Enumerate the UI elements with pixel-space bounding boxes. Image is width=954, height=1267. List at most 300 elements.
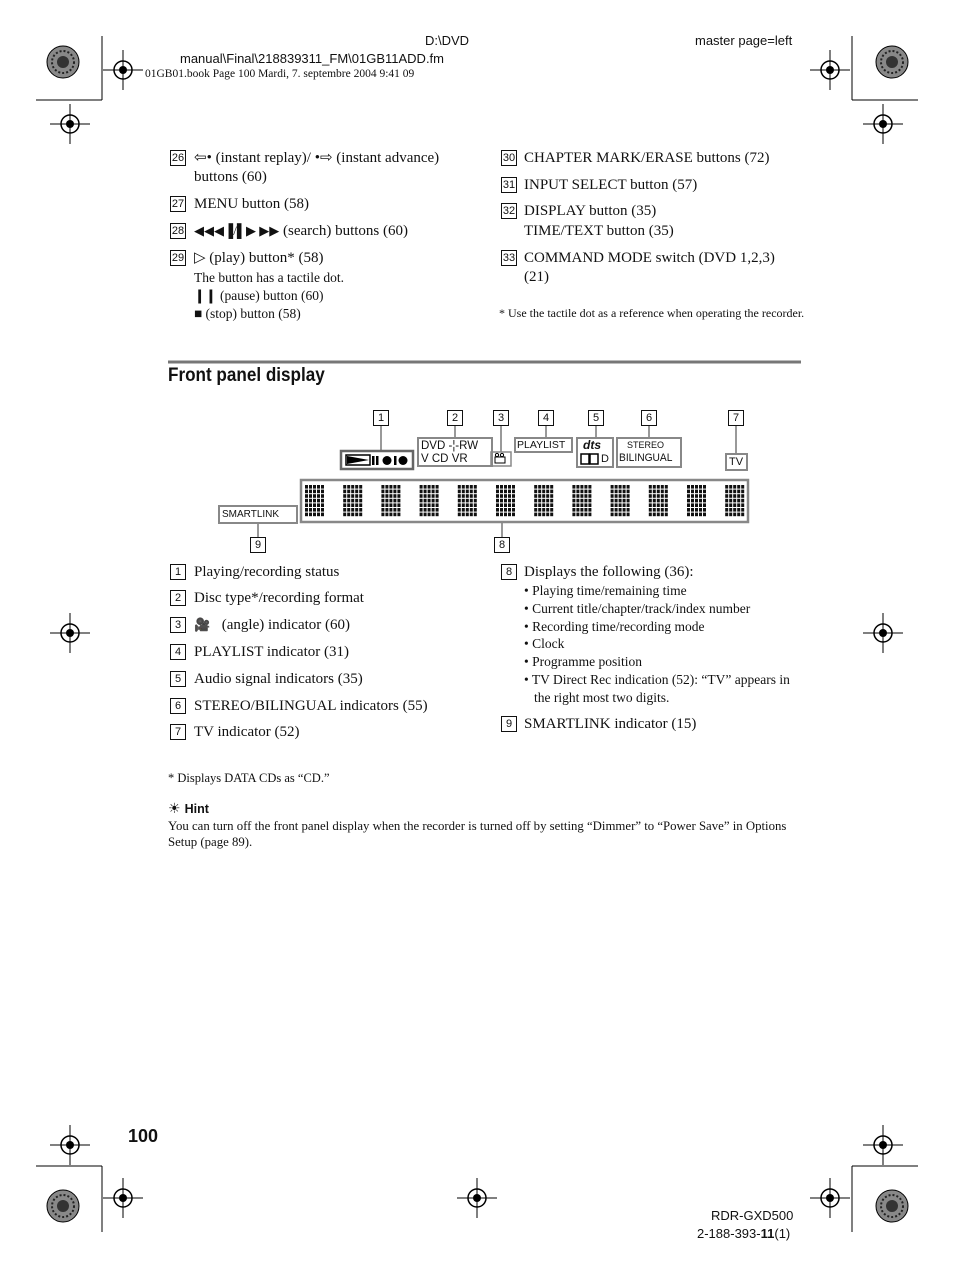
tactile-dot-note: The button has a tactile dot. [194, 270, 344, 285]
matrix-dot [428, 503, 431, 507]
matrix-dot [385, 499, 388, 503]
remote-item-29: ▷ (play) button* (58) [194, 250, 324, 266]
list-item: • Programme position [524, 654, 642, 670]
matrix-dot [385, 490, 388, 494]
matrix-dot [649, 494, 652, 498]
matrix-dot [436, 490, 439, 494]
pause-icon: ❙❙ [194, 288, 217, 303]
matrix-dot [538, 513, 541, 517]
matrix-dot [572, 508, 575, 512]
matrix-dot [623, 499, 626, 503]
matrix-dot [657, 503, 660, 507]
matrix-dot [550, 508, 553, 512]
matrix-dot [462, 508, 465, 512]
matrix-dot [695, 499, 698, 503]
matrix-dot [703, 494, 706, 498]
matrix-dot [584, 490, 587, 494]
matrix-dot [309, 513, 312, 517]
matrix-dot [309, 508, 312, 512]
matrix-dot [703, 513, 706, 517]
matrix-dot [347, 494, 350, 498]
matrix-dot [359, 508, 362, 512]
matrix-dot [572, 513, 575, 517]
matrix-dot [317, 485, 320, 489]
matrix-dot [496, 485, 499, 489]
matrix-dot [550, 485, 553, 489]
matrix-dot [580, 485, 583, 489]
matrix-dot [347, 503, 350, 507]
matrix-dot [687, 513, 690, 517]
matrix-dot [615, 508, 618, 512]
callout-4: 4 [538, 410, 554, 426]
matrix-dot [309, 503, 312, 507]
matrix-dot [699, 513, 702, 517]
matrix-dot [542, 508, 545, 512]
matrix-dot [729, 508, 732, 512]
matrix-dot [432, 508, 435, 512]
item-number: 2 [170, 590, 186, 606]
matrix-dot [737, 494, 740, 498]
matrix-dot [623, 490, 626, 494]
display-item-3: 🎥 (angle) indicator (60) [194, 617, 351, 633]
matrix-dot [355, 485, 358, 489]
matrix-dot [397, 499, 400, 503]
item-number: 5 [170, 671, 186, 687]
matrix-dot [508, 490, 511, 494]
matrix-dot [309, 485, 312, 489]
matrix-dot [397, 490, 400, 494]
matrix-dot [347, 490, 350, 494]
matrix-dot [512, 499, 515, 503]
matrix-dot [703, 508, 706, 512]
matrix-dot [627, 508, 630, 512]
matrix-dot [653, 503, 656, 507]
matrix-dot [649, 490, 652, 494]
matrix-dot [347, 513, 350, 517]
matrix-dot [703, 490, 706, 494]
matrix-dot [627, 490, 630, 494]
matrix-dot [687, 499, 690, 503]
matrix-dot [432, 494, 435, 498]
matrix-dot [321, 485, 324, 489]
item-number: 31 [502, 179, 516, 191]
matrix-dot [420, 499, 423, 503]
matrix-dot [653, 494, 656, 498]
part-code: 2-188-393-11(1) [697, 1226, 791, 1241]
matrix-dot [572, 490, 575, 494]
matrix-dot [534, 503, 537, 507]
matrix-dot [623, 508, 626, 512]
matrix-dot [381, 485, 384, 489]
matrix-dot [725, 499, 728, 503]
matrix-dot [397, 513, 400, 517]
matrix-dot [576, 494, 579, 498]
matrix-dot [496, 513, 499, 517]
matrix-dot [313, 485, 316, 489]
matrix-dot [317, 503, 320, 507]
matrix-dot [542, 499, 545, 503]
matrix-dot [619, 494, 622, 498]
matrix-dot [321, 508, 324, 512]
matrix-dot [397, 485, 400, 489]
matrix-dot [474, 494, 477, 498]
dvd-label: DVD -¦-RW [421, 440, 479, 452]
matrix-dot [584, 503, 587, 507]
item-number: 30 [502, 152, 516, 164]
matrix-dot [393, 494, 396, 498]
matrix-dot [542, 513, 545, 517]
matrix-dot [703, 503, 706, 507]
matrix-dot [572, 503, 575, 507]
matrix-dot [305, 485, 308, 489]
matrix-dot [649, 499, 652, 503]
matrix-dot [458, 513, 461, 517]
matrix-dot [343, 503, 346, 507]
matrix-dot [458, 503, 461, 507]
matrix-dot [432, 490, 435, 494]
matrix-dot [699, 508, 702, 512]
matrix-dot [393, 490, 396, 494]
matrix-dot [428, 508, 431, 512]
matrix-dot [466, 503, 469, 507]
matrix-dot [309, 494, 312, 498]
matrix-dot [313, 503, 316, 507]
matrix-dot [321, 494, 324, 498]
item-number: 28 [171, 225, 185, 237]
instant-advance-icon: •⇨ [314, 150, 333, 166]
matrix-dot [741, 513, 744, 517]
matrix-dot [550, 513, 553, 517]
item-number: 6 [170, 698, 186, 714]
item-number: 7 [170, 724, 186, 740]
matrix-dot [474, 499, 477, 503]
matrix-dot [729, 494, 732, 498]
matrix-dot [661, 494, 664, 498]
matrix-dot [534, 494, 537, 498]
item-number: 26 [171, 152, 185, 164]
remote-item-27: MENU button (58) [194, 196, 309, 212]
callout-6: 6 [641, 410, 657, 426]
matrix-dot [665, 508, 668, 512]
matrix-dot [355, 508, 358, 512]
matrix-dot [432, 503, 435, 507]
matrix-dot [725, 503, 728, 507]
hint-text: You can turn off the front panel display when the recorder is turned off by setting “Dimmer” to “Power Save” in Options Setup (page 89). [168, 819, 787, 849]
matrix-dot [470, 494, 473, 498]
matrix-dot [343, 508, 346, 512]
matrix-dot [695, 485, 698, 489]
matrix-dot [504, 494, 507, 498]
list-item: • Clock [524, 636, 565, 652]
matrix-dot [733, 513, 736, 517]
matrix-dot [542, 490, 545, 494]
item-number: 4 [170, 644, 186, 660]
matrix-dot [436, 503, 439, 507]
matrix-dot [699, 490, 702, 494]
dts-logo: dts [583, 438, 601, 452]
hint-heading: ☀ Hint [168, 801, 209, 817]
stop-icon: ■ [194, 306, 203, 321]
matrix-dot [725, 490, 728, 494]
matrix-dot [576, 485, 579, 489]
matrix-dot [725, 494, 728, 498]
item-number: 29 [171, 252, 185, 264]
matrix-dot [420, 508, 423, 512]
dot-matrix-digits [305, 485, 744, 516]
display-item-4: PLAYLIST indicator (31) [194, 644, 349, 660]
matrix-dot [542, 503, 545, 507]
matrix-dot [466, 494, 469, 498]
matrix-dot [661, 485, 664, 489]
search-buttons-icon: ◀◀◀▐/▌▶ ▶▶ [194, 223, 280, 238]
instant-replay-icon: ⇦• [194, 150, 212, 166]
disc-type-footnote: * Displays DATA CDs as “CD.” [168, 771, 330, 785]
matrix-dot [576, 513, 579, 517]
matrix-dot [321, 490, 324, 494]
matrix-dot [729, 485, 732, 489]
matrix-dot [381, 503, 384, 507]
matrix-dot [381, 494, 384, 498]
matrix-dot [733, 499, 736, 503]
matrix-dot [546, 485, 549, 489]
matrix-dot [317, 499, 320, 503]
matrix-dot [389, 490, 392, 494]
matrix-dot [649, 485, 652, 489]
matrix-dot [653, 499, 656, 503]
matrix-dot [699, 499, 702, 503]
matrix-dot [572, 485, 575, 489]
matrix-dot [580, 490, 583, 494]
matrix-dot [534, 513, 537, 517]
matrix-dot [580, 503, 583, 507]
matrix-dot [737, 485, 740, 489]
matrix-dot [542, 494, 545, 498]
matrix-dot [649, 508, 652, 512]
matrix-dot [699, 485, 702, 489]
matrix-dot [424, 485, 427, 489]
display-item-1: Playing/recording status [194, 564, 340, 580]
matrix-dot [393, 485, 396, 489]
matrix-dot [424, 490, 427, 494]
matrix-dot [313, 499, 316, 503]
matrix-dot [623, 513, 626, 517]
matrix-dot [619, 490, 622, 494]
matrix-dot [733, 494, 736, 498]
matrix-dot [661, 503, 664, 507]
matrix-dot [725, 485, 728, 489]
matrix-dot [661, 513, 664, 517]
matrix-dot [550, 494, 553, 498]
matrix-dot [661, 499, 664, 503]
matrix-dot [470, 503, 473, 507]
display-item-8: Displays the following (36): [524, 564, 694, 580]
matrix-dot [653, 513, 656, 517]
matrix-dot [470, 508, 473, 512]
item-number: 27 [171, 198, 185, 210]
matrix-dot [458, 494, 461, 498]
matrix-dot [649, 503, 652, 507]
matrix-dot [611, 503, 614, 507]
matrix-dot [385, 508, 388, 512]
matrix-dot [359, 499, 362, 503]
remote-item-26-cont: buttons (60) [194, 169, 267, 185]
matrix-dot [420, 490, 423, 494]
matrix-dot [691, 513, 694, 517]
matrix-dot [313, 508, 316, 512]
matrix-dot [432, 499, 435, 503]
matrix-dot [737, 508, 740, 512]
matrix-dot [534, 485, 537, 489]
matrix-dot [534, 490, 537, 494]
matrix-dot [741, 508, 744, 512]
matrix-dot [305, 490, 308, 494]
matrix-dot [733, 485, 736, 489]
matrix-dot [389, 499, 392, 503]
matrix-dot [619, 513, 622, 517]
matrix-dot [584, 485, 587, 489]
matrix-dot [474, 490, 477, 494]
matrix-dot [538, 499, 541, 503]
matrix-dot [576, 499, 579, 503]
matrix-dot [737, 499, 740, 503]
matrix-dot [359, 494, 362, 498]
matrix-dot [665, 494, 668, 498]
matrix-dot [657, 490, 660, 494]
matrix-dot [355, 499, 358, 503]
matrix-dot [588, 513, 591, 517]
matrix-dot [508, 499, 511, 503]
matrix-dot [576, 503, 579, 507]
matrix-dot [381, 513, 384, 517]
matrix-dot [321, 503, 324, 507]
matrix-dot [462, 499, 465, 503]
page-number: 100 [128, 1126, 159, 1146]
item-number: 33 [502, 252, 516, 264]
matrix-dot [466, 513, 469, 517]
matrix-dot [424, 508, 427, 512]
matrix-dot [588, 490, 591, 494]
matrix-dot [351, 508, 354, 512]
matrix-dot [317, 513, 320, 517]
matrix-dot [687, 508, 690, 512]
matrix-dot [546, 508, 549, 512]
matrix-dot [317, 490, 320, 494]
remote-item-33-cont: (21) [524, 269, 549, 285]
matrix-dot [657, 494, 660, 498]
matrix-dot [615, 499, 618, 503]
matrix-dot [619, 503, 622, 507]
matrix-dot [665, 499, 668, 503]
matrix-dot [611, 490, 614, 494]
bilingual-indicator: BILINGUAL [619, 452, 673, 464]
stereo-indicator: STEREO [627, 440, 665, 450]
matrix-dot [436, 494, 439, 498]
matrix-dot [343, 513, 346, 517]
matrix-dot [546, 513, 549, 517]
matrix-dot [512, 513, 515, 517]
matrix-dot [504, 485, 507, 489]
matrix-dot [512, 494, 515, 498]
matrix-dot [733, 490, 736, 494]
matrix-dot [389, 513, 392, 517]
matrix-dot [546, 499, 549, 503]
matrix-dot [512, 503, 515, 507]
matrix-dot [584, 499, 587, 503]
matrix-dot [470, 490, 473, 494]
matrix-dot [691, 490, 694, 494]
matrix-dot [691, 499, 694, 503]
matrix-dot [504, 513, 507, 517]
matrix-dot [381, 499, 384, 503]
item-number: 1 [170, 564, 186, 580]
matrix-dot [462, 485, 465, 489]
matrix-dot [550, 490, 553, 494]
matrix-dot [584, 513, 587, 517]
remote-item-31: INPUT SELECT button (57) [524, 177, 698, 193]
matrix-dot [733, 508, 736, 512]
tv-indicator: TV [729, 456, 744, 468]
minus-plus-icon: -¦- [448, 440, 460, 452]
matrix-dot [355, 490, 358, 494]
matrix-dot [611, 508, 614, 512]
matrix-dot [313, 513, 316, 517]
display-item-7: TV indicator (52) [194, 724, 300, 740]
matrix-dot [500, 494, 503, 498]
matrix-dot [534, 508, 537, 512]
matrix-dot [534, 499, 537, 503]
matrix-dot [729, 513, 732, 517]
matrix-dot [657, 485, 660, 489]
book-info: 01GB01.book Page 100 Mardi, 7. septembre 2004 9:41 09 [145, 68, 415, 80]
matrix-dot [627, 494, 630, 498]
matrix-dot [687, 503, 690, 507]
matrix-dot [627, 485, 630, 489]
matrix-dot [458, 508, 461, 512]
matrix-dot [657, 508, 660, 512]
matrix-dot [538, 494, 541, 498]
matrix-dot [397, 508, 400, 512]
model-number: RDR-GXD500 [711, 1208, 794, 1223]
matrix-dot [309, 490, 312, 494]
matrix-dot [657, 499, 660, 503]
matrix-dot [343, 490, 346, 494]
matrix-dot [309, 499, 312, 503]
matrix-dot [508, 503, 511, 507]
remote-item-32-cont: TIME/TEXT button (35) [524, 223, 674, 239]
matrix-dot [432, 485, 435, 489]
matrix-dot [351, 503, 354, 507]
matrix-dot [588, 494, 591, 498]
matrix-dot [424, 503, 427, 507]
matrix-dot [653, 490, 656, 494]
master-page-label: master page=left [695, 33, 793, 48]
matrix-dot [458, 490, 461, 494]
matrix-dot [351, 499, 354, 503]
matrix-dot [343, 485, 346, 489]
pause-button-item: ❙❙ (pause) button (60) [194, 288, 324, 303]
matrix-dot [343, 499, 346, 503]
matrix-dot [428, 513, 431, 517]
matrix-dot [741, 485, 744, 489]
matrix-dot [508, 485, 511, 489]
matrix-dot [695, 494, 698, 498]
matrix-dot [695, 513, 698, 517]
matrix-dot [737, 513, 740, 517]
matrix-dot [725, 513, 728, 517]
matrix-dot [538, 503, 541, 507]
matrix-dot [572, 499, 575, 503]
matrix-dot [725, 508, 728, 512]
